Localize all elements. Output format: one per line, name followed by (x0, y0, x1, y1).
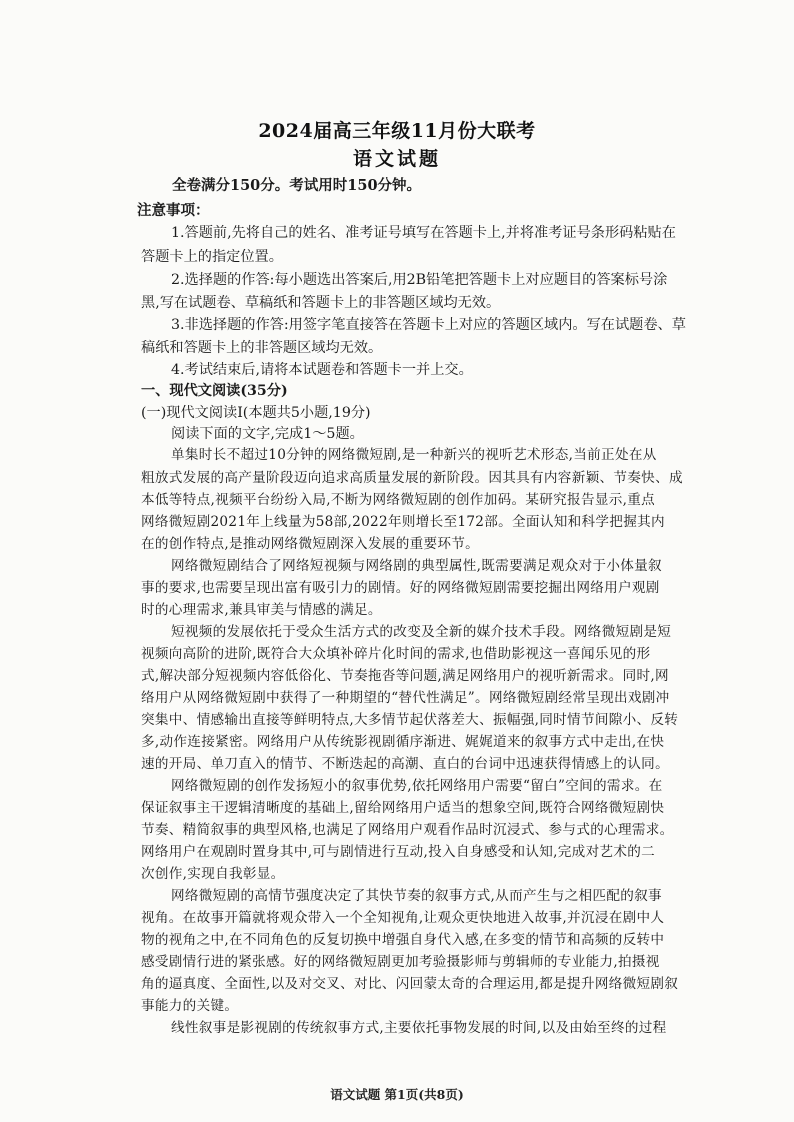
passage-line: 短视频的发展依托于受众生活方式的改变及全新的媒介技术手段。网络微短剧是短 (171, 624, 672, 640)
notice-line: 1.答题前,先将自己的姓名、准考证号填写在答题卡上,并将准考证号条形码粘贴在 (171, 225, 676, 241)
notice-heading: 注意事项： (137, 202, 210, 219)
passage-line: 网络微短剧的创作发扬短小的叙事优势,依托网络用户需要“留白”空间的需求。在 (171, 778, 663, 794)
notice-line: 稿纸和答题卡上的非答题区域均无效。 (141, 340, 383, 356)
passage-line: 在的创作特点,是推动网络微短剧深入发展的重要环节。 (141, 536, 480, 552)
passage-line: 次创作,实现自我彰显。 (141, 866, 285, 882)
passage-line: 突集中、情感输出直接等鲜明特点,大多情节起伏落差大、振幅强,同时情节间隙小、反转 (141, 712, 679, 728)
passage-line: 时的心理需求,兼具审美与情感的满足。 (141, 602, 382, 618)
notice-line: 3.非选择题的作答:用签字笔直接答在答题卡上对应的答题区域内。写在试题卷、草 (171, 317, 686, 333)
exam-subject-title: 语文试题 (352, 148, 441, 170)
passage-line: 网络微短剧的高情节强度决定了其快节奏的叙事方式,从而产生与之相匹配的叙事 (171, 888, 662, 904)
passage-line: 本低等特点,视频平台纷纷入局,不断为网络微短剧的创作加码。某研究报告显示,重点 (141, 492, 656, 508)
passage-line: 单集时长不超过10分钟的网络微短剧,是一种新兴的视听艺术形态,当前正处在从 (171, 447, 657, 463)
passage-line: 网络用户在观剧时置身其中,可与剧情进行互动,投入自身感受和认知,完成对艺术的二 (141, 844, 656, 860)
passage-line: 式,解决部分短视频内容低俗化、节奏拖沓等问题,满足网络用户的视听新需求。同时,网 (141, 668, 669, 684)
section-heading: 一、现代文阅读(35分) (141, 383, 288, 399)
passage-line: 事的要求,也需要呈现出富有吸引力的剧情。好的网络微短剧需要挖掘出网络用户观剧 (141, 580, 660, 596)
passage-line: 感受剧情行进的紧张感。好的网络微短剧更加考验摄影师与剪辑师的专业能力,拍摄视 (141, 954, 660, 970)
notice-line: 4.考试结束后,请将本试题卷和答题卡一并上交。 (171, 362, 473, 378)
passage-line: 粗放式发展的高产量阶段迈向追求高质量发展的新阶段。因其具有内容新颖、节奏快、成 (141, 470, 683, 486)
section-subheading: (一)现代文阅读Ⅰ(本题共5小题,19分) (141, 405, 371, 421)
passage-line: 视角。在故事开篇就将观众带入一个全知视角,让观众更快地进入故事,并沉浸在剧中人 (141, 910, 665, 926)
passage-line: 角的逼真度、全面性,以及对交叉、对比、闪回蒙太奇的合理运用,都是提升网络微短剧叙 (141, 976, 679, 992)
passage-line: 网络微短剧2021年上线量为58部,2022年则增长至172部。全面认知和科学把握其内 (141, 514, 665, 530)
reading-instruction: 阅读下面的文字,完成1～5题。 (171, 426, 364, 442)
score-line: 全卷满分150分。考试用时150分钟。 (172, 177, 422, 194)
exam-title: 2024届高三年级11月份大联考 (258, 120, 536, 142)
notice-line: 2.选择题的作答:每小题选出答案后,用2B铅笔把答题卡上对应题目的答案标号涂 (171, 272, 668, 288)
passage-line: 多,动作连接紧密。网络用户从传统影视剧循序渐进、娓娓道来的叙事方式中走出,在快 (141, 734, 665, 750)
passage-line: 络用户从网络微短剧中获得了一种期望的“替代性满足”。网络微短剧经常呈现出戏剧冲 (141, 690, 670, 706)
passage-line: 视频向高阶的进阶,既符合大众填补碎片化时间的需求,也借助影视这一喜闻乐见的形 (141, 646, 651, 662)
passage-line: 保证叙事主干逻辑清晰度的基础上,留给网络用户适当的想象空间,既符合网络微短剧快 (141, 800, 665, 816)
notice-line: 答题卡上的指定位置。 (141, 249, 283, 265)
passage-line: 线性叙事是影视剧的传统叙事方式,主要依托事物发展的时间,以及由始至终的过程 (171, 1020, 667, 1036)
passage-line: 网络微短剧结合了网络短视频与网络剧的典型属性,既需要满足观众对于小体量叙 (171, 558, 662, 574)
page-footer: 语文试题 第1页(共8页) (330, 1087, 464, 1102)
passage-line: 速的开局、单刀直入的情节、不断迭起的高潮、直白的台词中迅速获得情感上的认同。 (141, 756, 669, 772)
passage-line: 物的视角之中,在不同角色的反复切换中增强自身代入感,在多变的情节和高频的反转中 (141, 932, 665, 948)
notice-line: 黑,写在试题卷、草稿纸和答题卡上的非答题区域均无效。 (141, 295, 501, 311)
passage-line: 节奏、精简叙事的典型风格,也满足了网络用户观看作品时沉浸式、参与式的心理需求。 (141, 822, 674, 838)
passage-line: 事能力的关键。 (141, 998, 239, 1014)
